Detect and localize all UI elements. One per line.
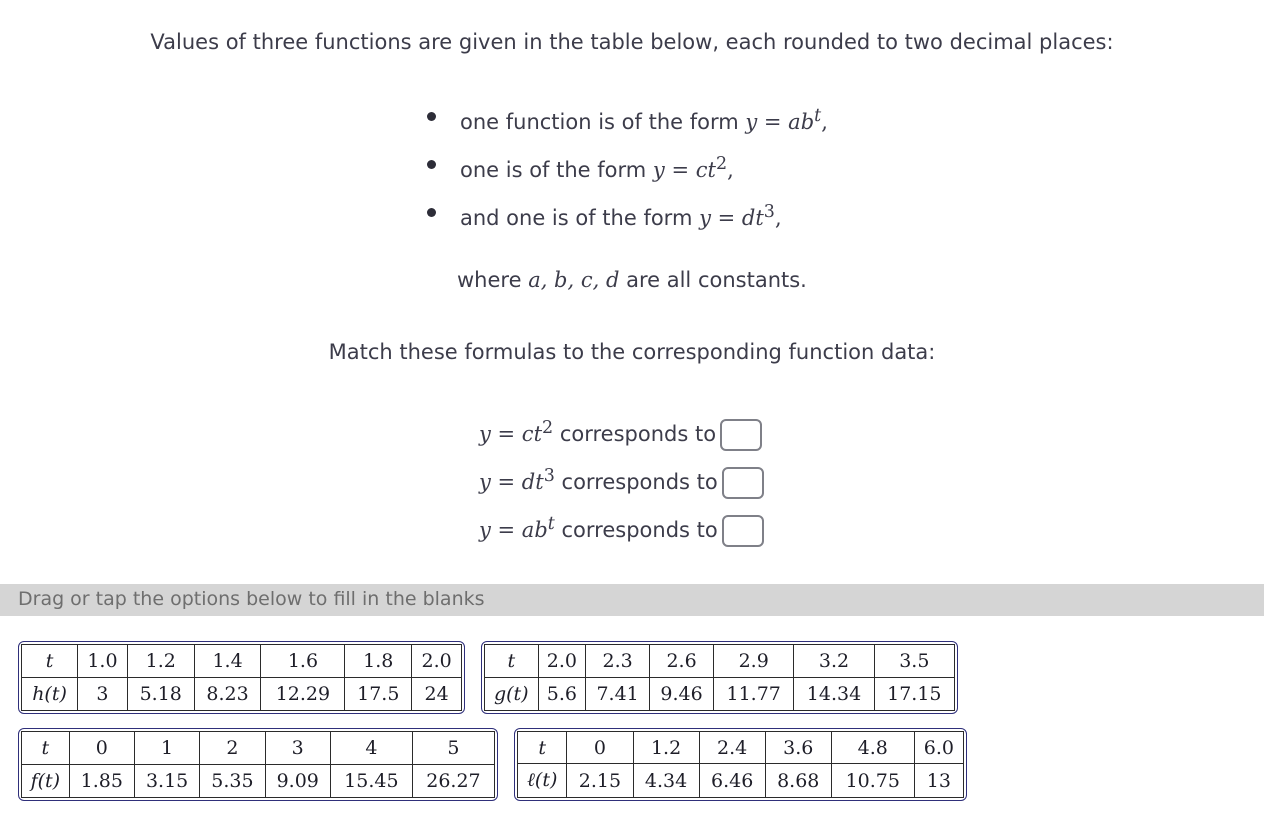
table-cell: 1.2 <box>633 732 699 764</box>
table-cell: 3.6 <box>765 732 831 764</box>
constants-after: are all constants. <box>626 268 807 292</box>
bullet-text: and one is of the form <box>460 206 693 230</box>
option-card-l[interactable] <box>514 728 967 801</box>
table-cell: 4.34 <box>633 764 699 798</box>
table-cell: g(t) <box>485 678 539 711</box>
match-label: corresponds to <box>559 422 717 446</box>
intro-text: Values of three functions are given in the table below, each rounded to two decimal places: <box>150 30 1114 54</box>
table-cell: 2.15 <box>567 764 633 798</box>
blank-dt3[interactable] <box>722 467 764 499</box>
match-row-abt <box>479 505 764 543</box>
match-row-dt3 <box>479 457 764 495</box>
table-cell: f(t) <box>22 765 70 798</box>
table-cell: 26.27 <box>412 765 494 798</box>
table-cell: 8.23 <box>194 678 261 711</box>
table-cell: 9.46 <box>650 678 714 711</box>
bullet-text: one is of the form <box>460 158 647 182</box>
table-row <box>22 765 495 798</box>
table-cell: 1.4 <box>194 645 261 678</box>
table-cell: 9.09 <box>265 765 330 798</box>
table-cell: 3.2 <box>794 645 874 678</box>
table-cell: 1.85 <box>69 765 134 798</box>
punctuation: , <box>774 206 782 230</box>
match-label: corresponds to <box>561 518 718 542</box>
list-item <box>423 196 828 244</box>
constants-note <box>457 268 807 292</box>
data-table <box>484 644 955 711</box>
form-list <box>423 100 828 244</box>
table-cell: 3.5 <box>874 645 954 678</box>
table-cell: t <box>518 732 567 764</box>
formula: y = ct <box>652 158 716 182</box>
formula: y = dt <box>699 206 764 230</box>
constants-before: where <box>457 268 522 292</box>
option-card-g[interactable] <box>481 641 958 714</box>
table-row <box>22 732 495 765</box>
table-cell: 2.0 <box>538 645 586 678</box>
table-cell: 1.8 <box>345 645 412 678</box>
formula: y = ct <box>479 422 543 446</box>
table-cell: 7.41 <box>586 678 650 711</box>
table-row <box>485 678 955 711</box>
table-cell: 11.77 <box>714 678 794 711</box>
table-cell: 3 <box>265 732 330 765</box>
blank-ct2[interactable] <box>720 419 762 451</box>
table-cell: 6.46 <box>699 764 765 798</box>
table-cell: 14.34 <box>794 678 874 711</box>
formula-exponent: t <box>547 514 555 534</box>
table-cell: 2.6 <box>650 645 714 678</box>
table-cell: 6.0 <box>914 732 963 764</box>
table-cell: 10.75 <box>831 764 914 798</box>
table-cell: 1.6 <box>261 645 345 678</box>
match-row-ct2 <box>479 409 762 447</box>
table-cell: 12.29 <box>261 678 345 711</box>
list-item <box>423 100 828 148</box>
match-label: corresponds to <box>561 470 718 494</box>
formula-exponent: 2 <box>542 418 554 438</box>
list-item <box>423 148 828 196</box>
table-cell: 8.68 <box>765 764 831 798</box>
data-table <box>21 644 462 711</box>
formula: y = dt <box>479 470 544 494</box>
match-instructions: Match these formulas to the corresponding function data: <box>328 340 936 364</box>
table-cell: 2.9 <box>714 645 794 678</box>
table-cell: 5.6 <box>538 678 586 711</box>
formula-exponent: 3 <box>543 466 555 486</box>
formula: y = ab <box>745 110 815 134</box>
table-cell: 1 <box>134 732 199 765</box>
table-cell: 4.8 <box>831 732 914 764</box>
table-cell: 5.18 <box>127 678 194 711</box>
data-table <box>517 731 964 798</box>
table-cell: 1.0 <box>78 645 128 678</box>
table-cell: 24 <box>412 678 462 711</box>
punctuation: , <box>727 158 734 182</box>
table-cell: 2 <box>200 732 265 765</box>
table-cell: 2.4 <box>699 732 765 764</box>
table-cell: 2.0 <box>412 645 462 678</box>
punctuation: , <box>821 110 828 134</box>
table-row <box>22 678 462 711</box>
formula-exponent: 2 <box>715 154 728 174</box>
table-cell: 13 <box>914 764 963 798</box>
table-cell: 17.5 <box>345 678 412 711</box>
option-card-h[interactable] <box>18 641 465 714</box>
blank-abt[interactable] <box>722 515 764 547</box>
formula-exponent: t <box>814 106 822 126</box>
table-cell: 3.15 <box>134 765 199 798</box>
table-row <box>485 645 955 678</box>
options-bar <box>0 584 1264 616</box>
options-label: Drag or tap the options below to fill in the blanks <box>18 588 485 610</box>
table-cell: 4 <box>330 732 412 765</box>
option-card-f[interactable] <box>18 728 498 801</box>
table-cell: 5.35 <box>200 765 265 798</box>
table-cell: ℓ(t) <box>518 764 567 798</box>
table-row <box>518 732 964 764</box>
table-cell: 0 <box>69 732 134 765</box>
table-cell: 0 <box>567 732 633 764</box>
table-cell: 1.2 <box>127 645 194 678</box>
table-row <box>22 645 462 678</box>
table-cell: 5 <box>412 732 494 765</box>
table-cell: 15.45 <box>330 765 412 798</box>
constants-vars: a, b, c, d <box>528 268 620 292</box>
table-cell: h(t) <box>22 678 78 711</box>
table-row <box>518 764 964 798</box>
table-cell: t <box>22 645 78 678</box>
table-cell: t <box>22 732 70 765</box>
formula-exponent: 3 <box>763 202 775 222</box>
bullet-text: one function is of the form <box>460 110 739 134</box>
data-table <box>21 731 495 798</box>
table-cell: 17.15 <box>874 678 954 711</box>
table-cell: t <box>485 645 539 678</box>
table-cell: 3 <box>78 678 128 711</box>
table-cell: 2.3 <box>586 645 650 678</box>
formula: y = ab <box>479 518 548 542</box>
